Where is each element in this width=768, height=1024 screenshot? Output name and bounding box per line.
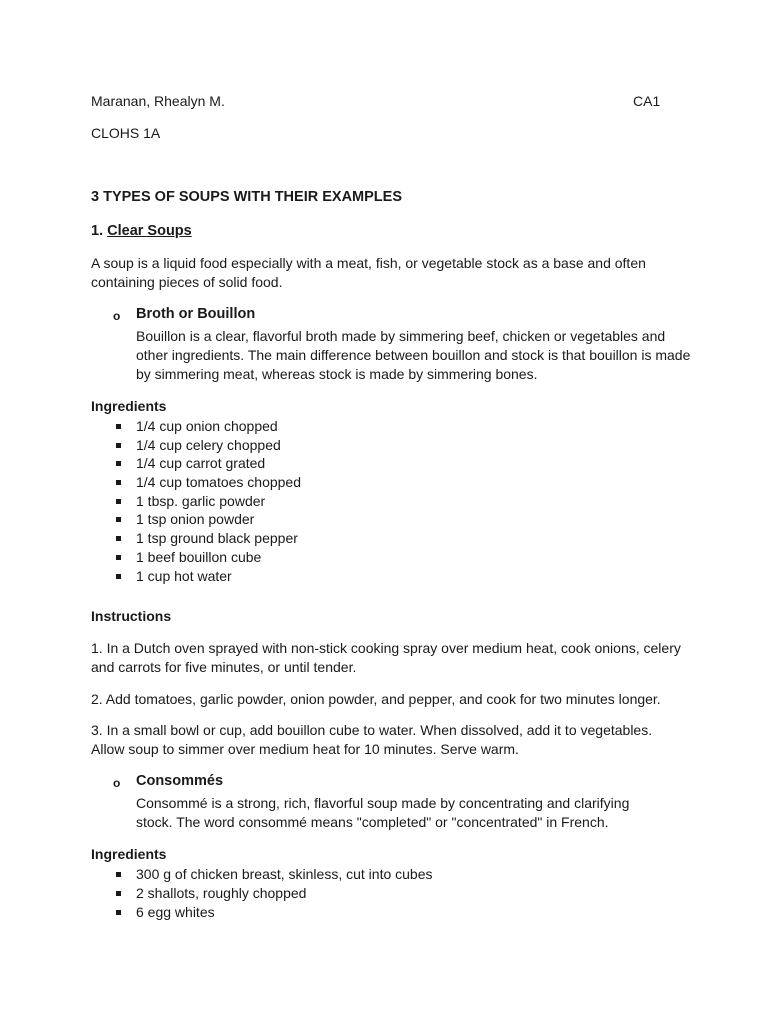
- course-code: CA1: [633, 93, 661, 109]
- instruction-step-3-line-2: Allow soup to simmer over medium heat for 10 minutes. Serve warm.: [91, 741, 519, 757]
- subsection-title-broth: Broth or Bouillon: [136, 306, 256, 322]
- section-heading: [91, 222, 192, 241]
- list-item: 2 shallots, roughly chopped: [136, 885, 307, 901]
- ingredients-heading: Ingredients: [91, 398, 167, 414]
- square-bullet: [116, 443, 121, 448]
- list-item: 300 g of chicken breast, skinless, cut into cubes: [136, 866, 433, 882]
- broth-desc-line-2: other ingredients. The main difference between bouillon and stock is that bouillon is made: [136, 347, 691, 363]
- list-item: 1/4 cup onion chopped: [136, 418, 278, 434]
- ingredients-heading: Ingredients: [91, 846, 167, 862]
- list-item: 1 tsp onion powder: [136, 511, 255, 527]
- square-bullet: [116, 574, 121, 579]
- consomme-desc-line-2: stock. The word consommé means "completed" or "concentrated" in French.: [136, 814, 609, 830]
- circle-bullet: o: [113, 776, 121, 790]
- broth-desc-line-3: by simmering meat, whereas stock is made by simmering bones.: [136, 366, 538, 382]
- list-item: 1 beef bouillon cube: [136, 549, 262, 565]
- square-bullet: [116, 517, 121, 522]
- list-item: 1/4 cup tomatoes chopped: [136, 474, 302, 490]
- list-item: 1 tsp ground black pepper: [136, 530, 298, 546]
- square-bullet: [116, 555, 121, 560]
- intro-line-1: A soup is a liquid food especially with a meat, fish, or vegetable stock as a base and often: [91, 255, 646, 271]
- instruction-step-2: 2. Add tomatoes, garlic powder, onion powder, and pepper, and cook for two minutes longer.: [91, 691, 661, 707]
- square-bullet: [116, 891, 121, 896]
- broth-desc-line-1: Bouillon is a clear, flavorful broth made by simmering beef, chicken or vegetables and: [136, 328, 666, 344]
- instruction-step-1-line-2: and carrots for five minutes, or until tender.: [91, 659, 357, 675]
- list-item: 6 egg whites: [136, 904, 215, 920]
- list-item: 1 cup hot water: [136, 568, 232, 584]
- section-number: 1.: [91, 223, 104, 239]
- square-bullet: [116, 424, 121, 429]
- square-bullet: [116, 480, 121, 485]
- document-title: 3 TYPES OF SOUPS WITH THEIR EXAMPLES: [91, 189, 402, 205]
- square-bullet: [116, 499, 121, 504]
- square-bullet: [116, 910, 121, 915]
- circle-bullet: o: [113, 309, 121, 323]
- subsection-title-consomme: Consommés: [136, 773, 224, 789]
- consomme-desc-line-1: Consommé is a strong, rich, flavorful soup made by concentrating and clarifying: [136, 795, 630, 811]
- section-title: Clear Soups: [107, 223, 192, 239]
- list-item: 1 tbsp. garlic powder: [136, 493, 266, 509]
- instruction-step-3-line-1: 3. In a small bowl or cup, add bouillon cube to water. When dissolved, add it to vegetables.: [91, 722, 653, 738]
- square-bullet: [116, 461, 121, 466]
- square-bullet: [116, 536, 121, 541]
- intro-line-2: containing pieces of solid food.: [91, 274, 283, 290]
- author-name: Maranan, Rhealyn M.: [91, 93, 225, 109]
- list-item: 1/4 cup carrot grated: [136, 455, 266, 471]
- instructions-heading: Instructions: [91, 608, 172, 624]
- instruction-step-1-line-1: 1. In a Dutch oven sprayed with non-stick cooking spray over medium heat, cook onions, celery: [91, 640, 681, 656]
- list-item: 1/4 cup celery chopped: [136, 437, 281, 453]
- square-bullet: [116, 872, 121, 877]
- section-code: CLOHS 1A: [91, 125, 161, 141]
